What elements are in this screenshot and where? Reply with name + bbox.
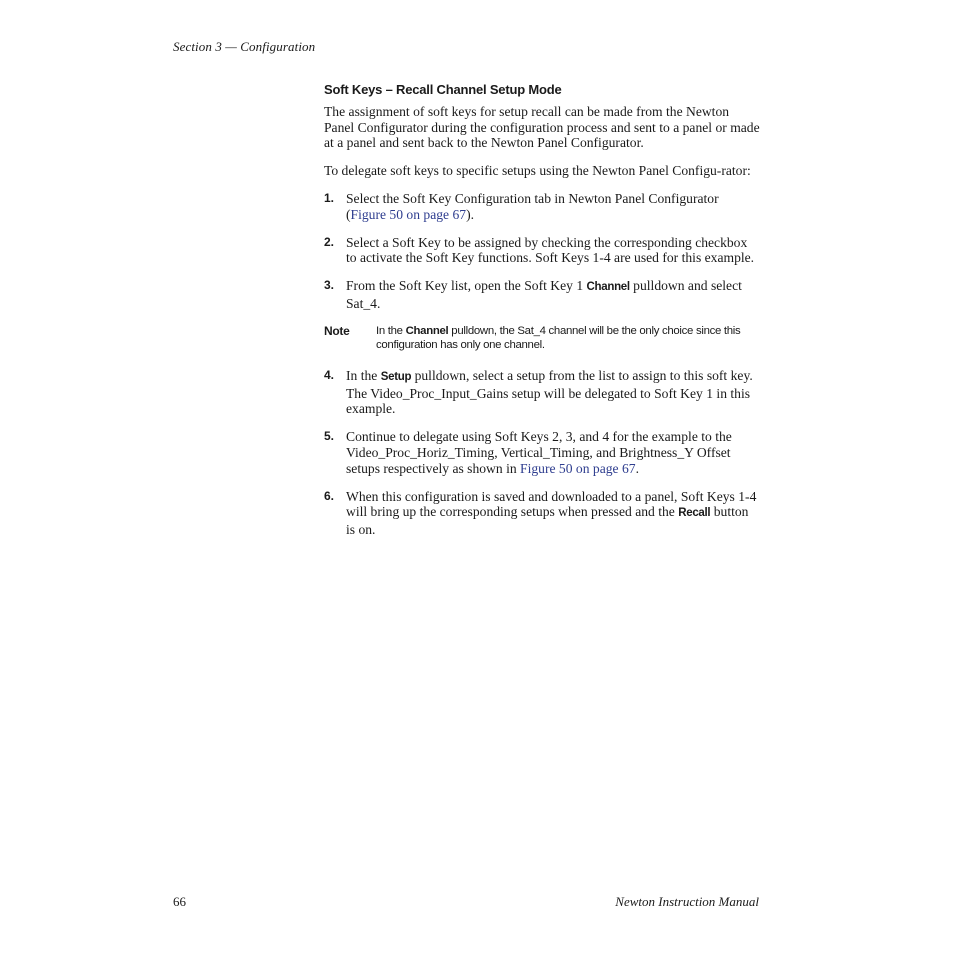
step-number: 3. (324, 278, 335, 293)
step-number: 1. (324, 190, 335, 205)
ui-term: Setup (380, 370, 412, 383)
step-number: 6. (324, 488, 335, 503)
step-text: . (635, 460, 639, 476)
intro-paragraph-2: To delegate soft keys to specific setups using the Newton Panel Configu-rator: (324, 163, 751, 179)
page-number: 66 (173, 894, 186, 909)
step-item (324, 191, 760, 223)
step-number: 2. (324, 234, 335, 249)
step-text: pulldown and select Sat_4. (346, 278, 742, 311)
step-text: ). (466, 206, 474, 222)
figure-link[interactable]: Figure 50 on page 67 (350, 206, 467, 222)
ui-term: Channel (586, 281, 630, 294)
step-text: When this configuration is saved and downloaded to a panel, Soft Keys 1-4 will bring up the corresponding setups when pressed and the (346, 488, 757, 520)
intro-paragraph-1: The assignment of soft keys for setup recall can be made from the Newton Panel Configurator during the configuration process and sent to a panel or made at a panel and sent back to the Newton Panel Configurator. (324, 103, 760, 151)
steps-list-continued (324, 368, 760, 538)
step-text: Select a Soft Key to be assigned by checking the corresponding checkbox to activate the Soft Key functions. Soft Keys 1-4 are used for this example. (346, 234, 755, 266)
step-item (324, 489, 760, 538)
note-block (324, 324, 760, 352)
note-text: pulldown, the Sat_4 channel will be the only choice since this configuration has only one channel. (376, 324, 741, 351)
step-number: 5. (324, 429, 335, 444)
note-label: Note (324, 323, 350, 338)
step-text: button is on. (346, 504, 749, 538)
main-content (324, 82, 760, 550)
step-number: 4. (324, 367, 335, 382)
step-item (324, 235, 760, 267)
step-text: Select the Soft Key Configuration tab in Newton Panel Configurator ( (346, 190, 719, 222)
section-title: Soft Keys – Recall Channel Setup Mode (324, 82, 562, 97)
step-text: pulldown, select a setup from the list to assign to this soft key. The Video_Proc_Input_Gains setup will be delegated to Soft Key 1 in this example. (346, 367, 753, 417)
steps-list (324, 191, 760, 312)
manual-title: Newton Instruction Manual (615, 894, 759, 909)
step-text: In the (346, 367, 381, 383)
ui-term: Channel (405, 324, 449, 337)
running-head: Section 3 — Configuration (173, 39, 316, 54)
step-item (324, 368, 760, 417)
step-item (324, 278, 760, 312)
note-text: In the (376, 324, 406, 337)
ui-term: Recall (678, 507, 711, 520)
step-text: Continue to delegate using Soft Keys 2, 3, and 4 for the example to the Video_Proc_Horiz_Timing, Vertical_Timing, and Brightness_Y Offset setups respectively as shown in (346, 429, 732, 476)
step-item (324, 429, 760, 476)
step-text: From the Soft Key list, open the Soft Key 1 (346, 278, 587, 294)
figure-link[interactable]: Figure 50 on page 67 (520, 460, 636, 476)
